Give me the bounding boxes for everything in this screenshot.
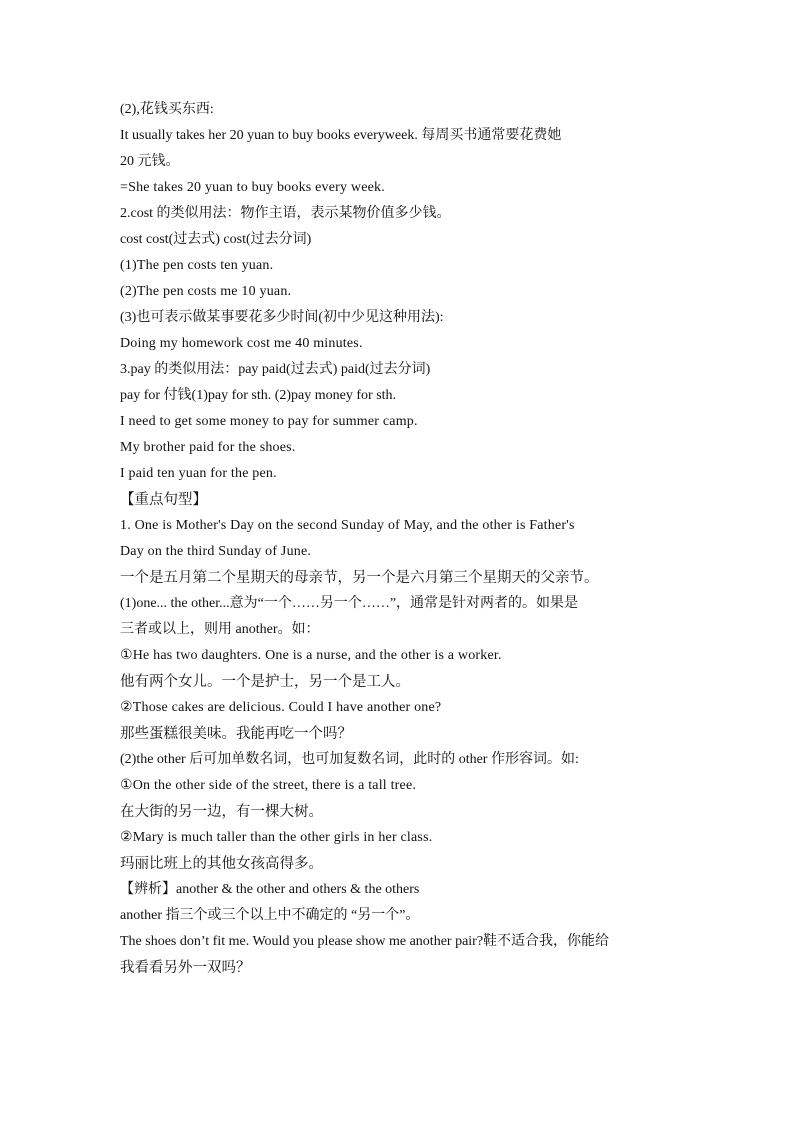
text-line: 我看看另外一双吗？ [120, 960, 251, 976]
text-line: I paid ten yuan for the pen. [120, 466, 277, 481]
text-line: My brother paid for the shoes. [120, 440, 296, 455]
section-heading-analysis: 【辨析】another & the other and others & the others [120, 882, 420, 897]
text-line: (3)也可表示做某事要花多少时间(初中少见这种用法): [120, 310, 444, 325]
text-line: (1)one... the other...意为“一个……另一个……”，通常是针对两者的。如果是 [120, 596, 579, 611]
text-line: 那些蛋糕很美味。我能再吃一个吗？ [120, 726, 352, 742]
document-page [120, 97, 680, 981]
text-line: 在大街的另一边，有一棵大树。 [120, 804, 323, 820]
text-line: Day on the third Sunday of June. [120, 544, 312, 559]
text-line: pay for 付钱(1)pay for sth. (2)pay money for sth. [120, 388, 397, 403]
text-line: 三者或以上，则用 another。如： [120, 622, 320, 637]
text-line: ①On the other side of the street, there is a tall tree. [120, 778, 417, 793]
text-line: 他有两个女儿。一个是护士，另一个是工人。 [120, 674, 410, 690]
section-heading-pay: 3.pay 的类似用法：pay paid(过去式) paid(过去分词) [120, 362, 431, 377]
text-line: =She takes 20 yuan to buy books every week. [120, 180, 385, 195]
text-line: another 指三个或三个以上中不确定的 “另一个”。 [120, 908, 420, 923]
text-line: 1. One is Mother's Day on the second Sunday of May, and the other is Father's [120, 518, 575, 533]
text-line: (2),花钱买东西: [120, 102, 214, 117]
text-line: ①He has two daughters. One is a nurse, and the other is a worker. [120, 648, 502, 663]
text-line: 玛丽比班上的其他女孩高得多。 [120, 856, 323, 872]
text-line: 一个是五月第二个星期天的母亲节，另一个是六月第三个星期天的父亲节。 [120, 570, 599, 586]
text-line: ②Mary is much taller than the other girls in her class. [120, 830, 433, 845]
text-line: Doing my homework cost me 40 minutes. [120, 336, 363, 351]
text-line: The shoes don’t fit me. Would you please show me another pair?鞋不适合我，你能给 [120, 934, 610, 949]
text-line: ②Those cakes are delicious. Could I have another one? [120, 700, 442, 715]
text-line: It usually takes her 20 yuan to buy books everyweek. 每周买书通常要花费她 [120, 128, 562, 143]
text-line: (1)The pen costs ten yuan. [120, 258, 274, 273]
text-line: (2)The pen costs me 10 yuan. [120, 284, 292, 299]
text-line: (2)the other 后可加单数名词，也可加复数名词，此时的 other 作形容词。如: [120, 752, 579, 767]
section-heading-key-sentences: 【重点句型】 [120, 492, 207, 508]
section-heading-cost: 2.cost 的类似用法：物作主语，表示某物价值多少钱。 [120, 206, 451, 221]
text-line: I need to get some money to pay for summer camp. [120, 414, 418, 429]
text-line: cost cost(过去式) cost(过去分词) [120, 232, 312, 247]
text-line: 20 元钱。 [120, 154, 180, 169]
